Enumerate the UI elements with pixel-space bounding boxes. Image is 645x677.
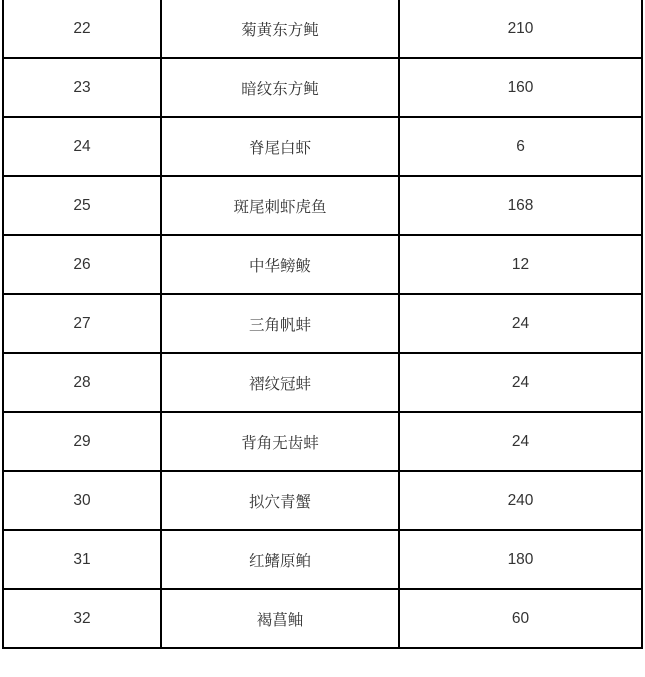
table-row bbox=[3, 117, 642, 176]
table-row bbox=[3, 530, 642, 589]
species-name-cell: 菊黄东方鲀 bbox=[161, 0, 399, 58]
value-cell: 6 bbox=[399, 117, 642, 176]
species-name-cell: 暗纹东方鲀 bbox=[161, 58, 399, 117]
table-row bbox=[3, 471, 642, 530]
row-index-cell: 30 bbox=[3, 471, 161, 530]
species-name-cell: 脊尾白虾 bbox=[161, 117, 399, 176]
row-index-cell: 24 bbox=[3, 117, 161, 176]
value-cell: 240 bbox=[399, 471, 642, 530]
row-index-cell: 27 bbox=[3, 294, 161, 353]
row-index-cell: 23 bbox=[3, 58, 161, 117]
table-row bbox=[3, 58, 642, 117]
value-cell: 160 bbox=[399, 58, 642, 117]
row-index-cell: 26 bbox=[3, 235, 161, 294]
table-row bbox=[3, 176, 642, 235]
table-row bbox=[3, 0, 642, 58]
value-cell: 180 bbox=[399, 530, 642, 589]
species-name-cell: 褶纹冠蚌 bbox=[161, 353, 399, 412]
table-row bbox=[3, 589, 642, 648]
value-cell: 24 bbox=[399, 294, 642, 353]
species-name-cell: 红鳍原鲌 bbox=[161, 530, 399, 589]
row-index-cell: 28 bbox=[3, 353, 161, 412]
row-index-cell: 29 bbox=[3, 412, 161, 471]
value-cell: 210 bbox=[399, 0, 642, 58]
species-name-cell: 三角帆蚌 bbox=[161, 294, 399, 353]
table-row bbox=[3, 294, 642, 353]
table-body bbox=[3, 0, 642, 648]
species-name-cell: 褐菖鲉 bbox=[161, 589, 399, 648]
table-row bbox=[3, 412, 642, 471]
value-cell: 24 bbox=[399, 412, 642, 471]
value-cell: 24 bbox=[399, 353, 642, 412]
species-name-cell: 斑尾刺虾虎鱼 bbox=[161, 176, 399, 235]
table-row bbox=[3, 235, 642, 294]
species-table bbox=[2, 0, 643, 649]
species-name-cell: 拟穴青蟹 bbox=[161, 471, 399, 530]
row-index-cell: 32 bbox=[3, 589, 161, 648]
species-name-cell: 背角无齿蚌 bbox=[161, 412, 399, 471]
value-cell: 60 bbox=[399, 589, 642, 648]
species-name-cell: 中华鳑鲏 bbox=[161, 235, 399, 294]
row-index-cell: 22 bbox=[3, 0, 161, 58]
value-cell: 12 bbox=[399, 235, 642, 294]
row-index-cell: 25 bbox=[3, 176, 161, 235]
row-index-cell: 31 bbox=[3, 530, 161, 589]
table-row bbox=[3, 353, 642, 412]
value-cell: 168 bbox=[399, 176, 642, 235]
